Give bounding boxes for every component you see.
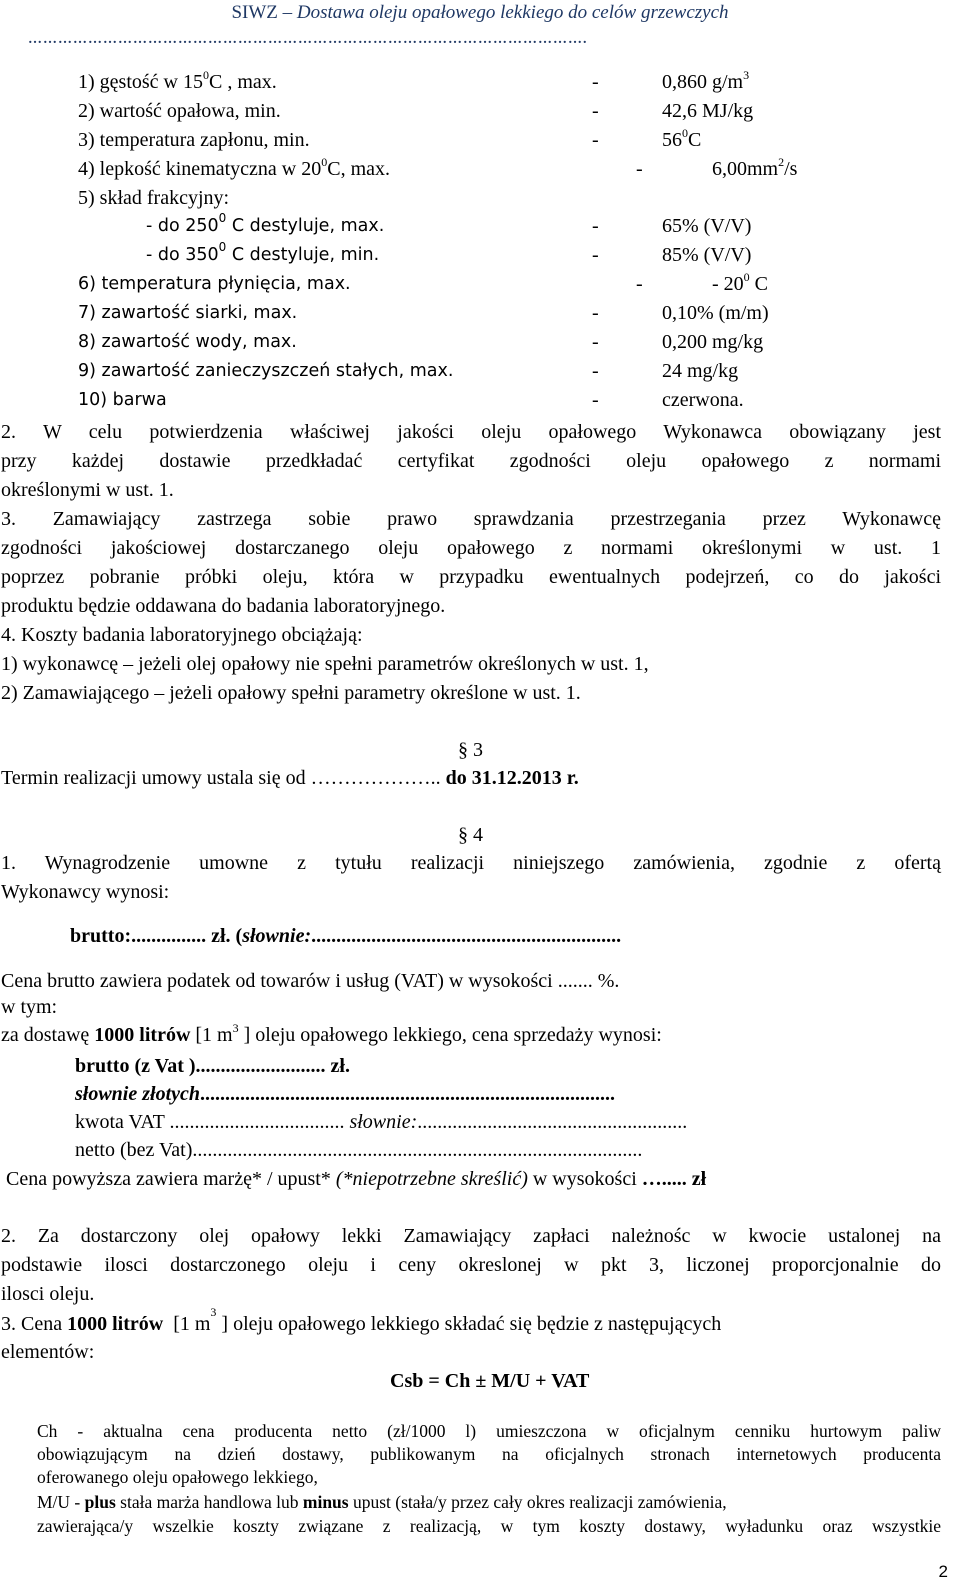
param-dash: - [592, 331, 599, 353]
param-label [78, 359, 453, 383]
note-ch-line-2: obowiązującym na dzień dostawy, publikowanym na oficjalnych stronach internetowych producenta [37, 1444, 941, 1464]
param-value-text: 6,00mm [712, 158, 779, 180]
param-dash: - [592, 129, 599, 151]
param-dash: - [592, 100, 599, 122]
header-dotted-rule: …………………………………………………………………………………………………. [28, 32, 588, 47]
s2-line-2: podstawie ilosci dostarczonego oleju i ceny okreslonej w pkt 3, liczonej proporcjonalnie do [1, 1254, 941, 1276]
para3-line-1: 3. Zamawiający zastrzega sobie prawo sprawdzania przestrzegania przez Wykonawcę [1, 508, 941, 530]
slownie-zlotych-dots: ................................................................................... [200, 1083, 616, 1105]
para2-line-2: przy każdej dostawie przedkładać certyfikat zgodności oleju opałowego z normami [1, 450, 941, 472]
param-dash: - [592, 215, 599, 237]
param-value-unit: /s [784, 158, 798, 180]
param-label [78, 301, 297, 325]
page-number: 2 [938, 1562, 948, 1581]
kwota-vat-slownie: słownie: [349, 1111, 418, 1133]
cena-marza-text: Cena powyższa zawiera marżę* / upust* [6, 1168, 336, 1190]
param-value [662, 301, 769, 325]
note-mu-line-2: zawierająca/y wszelkie koszty związane z realizacją, w tym koszty dostawy, wyładunku oraz wszystkie [37, 1516, 941, 1536]
param-label-text: 5) skład frakcyjny: [78, 187, 230, 209]
param-value [662, 70, 749, 94]
param-label-sup: 0 [202, 68, 209, 82]
param-label-text: 2) wartość opałowa, min. [78, 100, 281, 122]
sec4-p1-line-1: 1. Wynagrodzenie umowne z tytułu realizacji niniejszego zamówienia, zgodnie z ofertą [1, 852, 941, 874]
param-dash: - [592, 71, 599, 93]
cena-marza-dots: …..... zł [641, 1168, 707, 1190]
section-3-heading: § 3 [458, 739, 483, 761]
param-dash: - [636, 158, 643, 180]
param-value [662, 243, 751, 267]
header-title: Dostawa oleju opałowego lekkiego do celów grzewczych [296, 2, 729, 23]
param-value-sup: 3 [743, 68, 750, 82]
kwota-vat-dots: ...................................................... [417, 1111, 688, 1133]
param-value-text: 85% (V/V) [662, 244, 752, 266]
kwota-vat-line [75, 1110, 687, 1134]
delivery-text-c: [1 m [190, 1024, 233, 1046]
slownie-zlotych-line [75, 1082, 615, 1106]
brutto-dots: .............................................................. [311, 925, 622, 947]
param-value-text: 65% (V/V) [662, 215, 752, 237]
param-value-text: 56 [662, 129, 682, 151]
param-value-unit: C [749, 273, 769, 295]
param-label-text: - do 350 [146, 245, 219, 265]
param-label-text-2: C , max. [208, 71, 277, 93]
delivery-text-a: za dostawę [1, 1024, 95, 1046]
param-dash: - [592, 302, 599, 324]
vat-line: Cena brutto zawiera podatek od towarów i usług (VAT) w wysokości ....... %. [1, 970, 620, 992]
para2-line-3: określonymi w ust. 1. [1, 479, 174, 501]
param-value-sup: 2 [778, 155, 785, 169]
param-value [662, 214, 751, 238]
delivery-text-d: ] oleju opałowego lekkiego, cena sprzedaży wynosi: [238, 1024, 662, 1046]
brutto-vat-line: brutto (z Vat ).......................... zł. [75, 1055, 350, 1077]
brutto-label: brutto:............... zł. ( [70, 925, 243, 947]
para4-line-3: 2) Zamawiającego – jeżeli opałowy spełni parametry określone w ust. 1. [1, 682, 581, 704]
cena-marza-note: (*niepotrzebne skreślić) [335, 1168, 528, 1190]
param-value-text: 0,200 mg/kg [662, 331, 764, 353]
param-dash: - [592, 360, 599, 382]
param-value [662, 359, 738, 383]
kwota-vat-label: kwota VAT ................................... [75, 1111, 350, 1133]
param-label-text-2: C destyluje, max. [226, 216, 385, 236]
param-label [146, 211, 385, 238]
param-label-text: 6) temperatura płynięcia, max. [78, 274, 351, 294]
param-label-text: 9) zawartość zanieczyszczeń stałych, max. [78, 361, 454, 381]
note-mu-b: stała marża handlowa lub [115, 1492, 303, 1512]
note-ch-line-3: oferowanego oleju opałowego lekkiego, [37, 1467, 318, 1487]
param-value-unit: C [688, 129, 702, 151]
delivery-sup: 3 [232, 1021, 239, 1035]
note-mu-plus: plus [84, 1492, 116, 1512]
section-3-text [1, 766, 579, 790]
note-ch-line-1: Ch - aktualna cena producenta netto (zł/1000 l) umieszczona w oficjalnym cenniku hurtowym paliw [37, 1421, 941, 1441]
param-value-text: 0,860 g/m [662, 71, 744, 93]
s3-liters: 1000 litrów [67, 1313, 164, 1335]
param-label-text: 1) gęstość w 15 [78, 71, 203, 93]
delivery-liters: 1000 litrów [94, 1024, 191, 1046]
param-label [78, 99, 281, 123]
para3-line-4: produktu będzie oddawana do badania laboratoryjnego. [1, 595, 446, 617]
slownie-zlotych-label: słownie złotych [75, 1083, 201, 1105]
page-header [0, 2, 960, 24]
param-value-text: 24 mg/kg [662, 360, 739, 382]
param-value-text: czerwona. [662, 389, 744, 411]
note-mu-text [37, 1491, 727, 1513]
cena-marza-text-2: w wysokości [527, 1168, 642, 1190]
para3-line-2: zgodności jakościowej dostarczanego oleju opałowego z normami określonymi w ust. 1 [1, 537, 941, 559]
para2-line-1: 2. W celu potwierdzenia właściwej jakości oleju opałowego Wykonawca obowiązany jest [1, 421, 941, 443]
param-label-sup: 0 [218, 211, 227, 225]
s2-line-3: ilosci oleju. [1, 1283, 95, 1305]
param-value-sup: 0 [682, 126, 688, 140]
term-date: do 31.12.2013 r. [445, 767, 579, 789]
param-value-text: 0,10% (m/m) [662, 302, 769, 324]
param-value [712, 157, 797, 181]
param-label [146, 240, 380, 267]
param-label-text: 4) lepkość kinematyczna w 20 [78, 158, 322, 180]
sec4-p1-line-2: Wykonawcy wynosi: [1, 881, 170, 903]
note-mu-c: upust (stała/y przez cały okres realizacji zamówienia, [348, 1492, 727, 1512]
para4-line-1: 4. Koszty badania laboratoryjnego obciążają: [1, 624, 363, 646]
param-value [662, 330, 763, 354]
param-value-sup: 0 [743, 270, 750, 284]
param-value [662, 128, 701, 152]
s3-text-a: 3. Cena [1, 1313, 68, 1335]
term-dots: ……………….. [310, 767, 446, 789]
param-dash: - [592, 389, 599, 411]
param-value [662, 99, 753, 123]
param-label [78, 157, 390, 181]
param-label [78, 330, 297, 354]
brutto-line [70, 924, 621, 948]
param-label-text: 8) zawartość wody, max. [78, 332, 297, 352]
formula: Csb = Ch ± M/U + VAT [390, 1370, 590, 1392]
netto-line: netto (bez Vat).......................................................................................... [75, 1139, 643, 1161]
section-4-heading: § 4 [458, 824, 483, 846]
param-dash: - [636, 273, 643, 295]
para4-line-2: 1) wykonawcę – jeżeli olej opałowy nie spełni parametrów określonych w ust. 1, [1, 653, 649, 675]
note-mu-line-1 [37, 1491, 941, 1513]
s3-sup: 3 [210, 1305, 217, 1319]
param-label-text-2: C destyluje, min. [226, 245, 380, 265]
param-value-text: - 20 [712, 273, 744, 295]
note-mu-a: M/U - [37, 1492, 85, 1512]
header-prefix: SIWZ – [231, 2, 297, 23]
param-value [712, 272, 768, 296]
delivery-line [1, 1023, 662, 1047]
param-label-sup: 0 [218, 240, 227, 254]
param-value-text: 42,6 MJ/kg [662, 100, 754, 122]
param-label [78, 70, 277, 94]
s3-text-d: ] oleju opałowego lekkiego składać się będzie z następujących [216, 1313, 722, 1335]
param-label [78, 128, 310, 152]
para3-line-3: poprzez pobranie próbki oleju, która w przypadku ewentualnych podejrzeń, co do jakości [1, 566, 941, 588]
s3-text-c: [1 m [163, 1313, 211, 1335]
param-label-text-2: C, max. [327, 158, 391, 180]
s2-line-1: 2. Za dostarczony olej opałowy lekki Zamawiający zapłaci należnośc w kwocie ustalonej na [1, 1225, 941, 1247]
wtym-line: w tym: [1, 996, 58, 1018]
cena-marza-line [6, 1167, 706, 1191]
param-label [78, 388, 167, 412]
param-label-sup: 0 [321, 155, 328, 169]
param-label [78, 186, 229, 210]
s3-line-1 [1, 1305, 941, 1336]
brutto-slownie: słownie: [242, 925, 312, 947]
param-value [662, 388, 744, 412]
param-label-text: - do 250 [146, 216, 219, 236]
param-label-text: 3) temperatura zapłonu, min. [78, 129, 310, 151]
param-dash: - [592, 244, 599, 266]
term-text: Termin realizacji umowy ustala się od [1, 767, 311, 789]
note-mu-minus: minus [302, 1492, 349, 1512]
param-label-text: 7) zawartość siarki, max. [78, 303, 298, 323]
param-label-text: 10) barwa [78, 390, 167, 410]
s3-line-2: elementów: [1, 1341, 95, 1363]
param-label [78, 272, 351, 296]
